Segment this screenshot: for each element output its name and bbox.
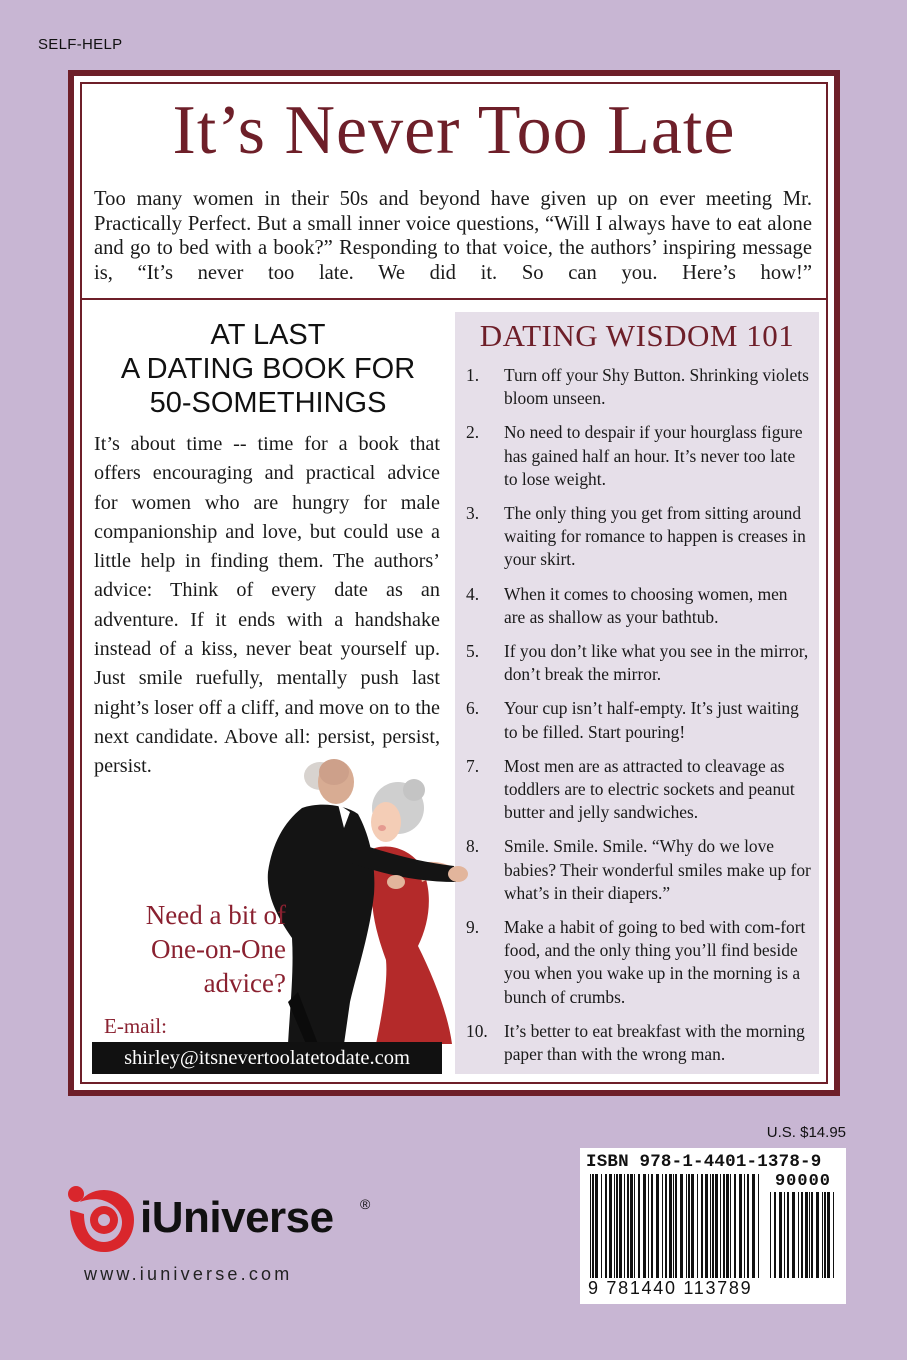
barcode-addon [770, 1192, 836, 1278]
body-paragraph: It’s about time -- time for a book that offers encouraging and practical advice for women who are hungry for male companionship and love, but could use a little help in finding them. The authors’ advice: Think of every date as an adventure. If it ends with a handshake instead of a kiss, never beat yourself up. Just smile ruefully, mentally push last night’s loser off a cliff, and move on to the next candidate. Above all: persist, persist, persist. [94, 433, 440, 778]
promo-text [86, 898, 286, 1000]
item-number: 3. [466, 503, 480, 524]
promo-line: Need a bit of [145, 900, 286, 930]
headline-line: 50-SOMETHINGS [149, 387, 387, 419]
barcode-number: 9 781440 113789 [588, 1278, 753, 1298]
list-item [466, 364, 812, 410]
book-title: It’s Never Too Late [172, 92, 736, 169]
item-text: The only thing you get from sitting around waiting for romance to happen is creases in your skirt. [504, 503, 806, 570]
item-number: 10. [466, 1020, 488, 1041]
item-number: 6. [466, 698, 480, 719]
item-number: 7. [466, 755, 480, 776]
item-number: 5. [466, 641, 480, 662]
barcode [590, 1174, 762, 1278]
dancing-couple-illustration [258, 732, 480, 1044]
item-text: When it comes to choosing women, men are as shallow as your bathtub. [504, 583, 788, 627]
item-text: Your cup isn’t half-empty. It’s just waiting to be filled. Start pouring! [504, 698, 799, 742]
item-number: 2. [466, 422, 480, 443]
isbn-label: ISBN 978-1-4401-1378-9 [586, 1152, 822, 1172]
list-item [466, 502, 812, 572]
list-item [466, 640, 812, 686]
publisher-name: iUniverse [140, 1193, 334, 1242]
section-divider [80, 298, 828, 300]
promo-line: advice? [203, 968, 286, 998]
item-text: Most men are as attracted to cleavage as toddlers are to electric sockets and peanut butter and jelly sandwiches. [504, 755, 795, 823]
list-item [466, 421, 812, 491]
item-number: 4. [466, 583, 480, 604]
list-item [466, 1020, 812, 1066]
email-label: E-mail: [104, 1014, 167, 1038]
item-text: No need to despair if your hourglass figure has gained half an hour. It’s never too late to lose weight. [504, 422, 803, 489]
item-text: Turn off your Shy Button. Shrinking violets bloom unseen. [504, 365, 809, 409]
iuniverse-logo-icon [66, 1184, 136, 1256]
item-text: If you don’t like what you see in the mirror, don’t break the mirror. [504, 641, 809, 685]
list-item [466, 755, 812, 825]
wisdom-title: DATING WISDOM 101 [479, 318, 795, 353]
item-number: 9. [466, 917, 480, 938]
publisher-website[interactable]: www.iuniverse.com [84, 1264, 293, 1284]
registered-mark-icon: ® [360, 1196, 371, 1212]
list-item [466, 916, 812, 1009]
headline [88, 318, 448, 420]
price-label: U.S. $14.95 [766, 1124, 846, 1141]
item-text: It’s better to eat breakfast with the morning paper than with the wrong man. [504, 1020, 805, 1065]
wisdom-list [466, 364, 812, 1077]
intro-paragraph: Too many women in their 50s and beyond have given up on ever meeting Mr. Practically Perfect. But a small inner voice questions, “Will I always have to eat alone and go to bed with a book?” Responding to that voice, the authors’ inspiring message is, “It’s never too late. We did it. So can you. Here’s how!” [94, 188, 812, 284]
headline-line: AT LAST [210, 319, 326, 351]
headline-line: A DATING BOOK FOR [120, 353, 416, 385]
item-number: 1. [466, 365, 480, 385]
addon-code: 90000 [774, 1172, 831, 1191]
promo-line: One-on-One [151, 934, 286, 964]
item-text: Smile. Smile. Smile. “Why do we love babies? Their wonderful smiles make up for what’s in their diapers.” [504, 836, 811, 903]
category-label: SELF-HELP [38, 36, 123, 53]
list-item [466, 835, 812, 905]
email-address[interactable]: shirley@itsnevertoolatetodate.com [92, 1042, 442, 1074]
item-number: 8. [466, 836, 480, 857]
list-item [466, 697, 812, 743]
list-item [466, 583, 812, 629]
item-text: Make a habit of going to bed with com-fort food, and the only thing you’ll find beside you when you wake up in the morning is a bunch of crumbs. [504, 917, 806, 1007]
